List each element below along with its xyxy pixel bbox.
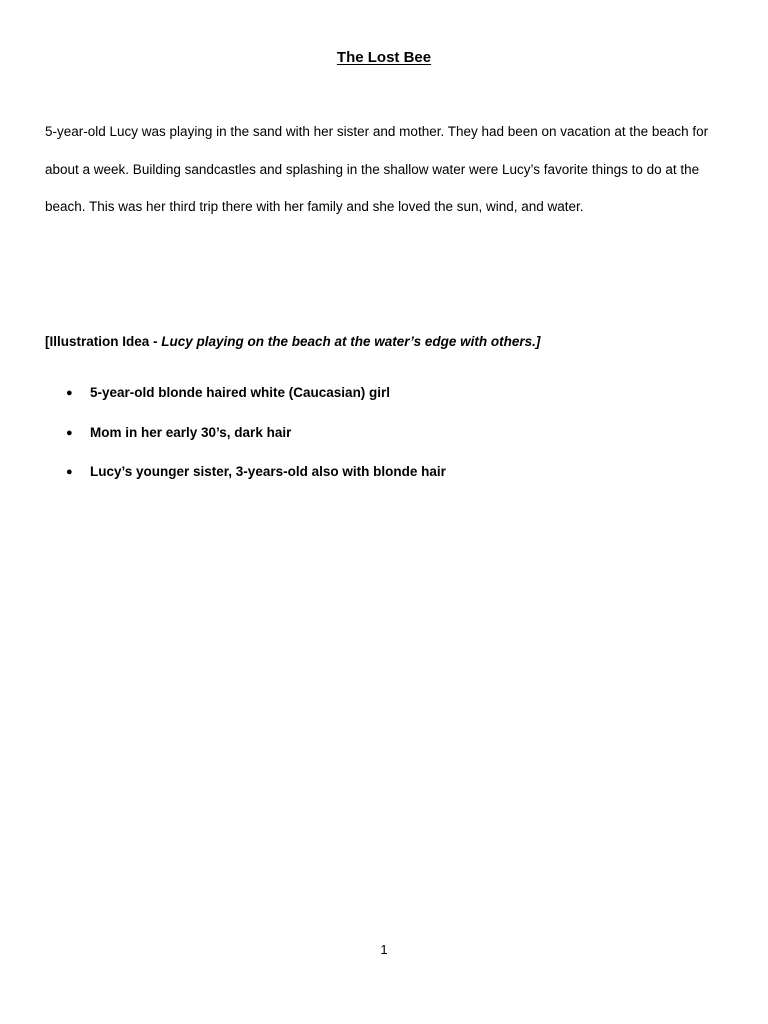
bullet-icon: ● <box>66 466 73 478</box>
page-number: 1 <box>380 942 388 957</box>
document-title: The Lost Bee <box>336 49 432 66</box>
list-item-text: Mom in her early 30’s, dark hair <box>90 424 292 440</box>
list-item-text: 5-year-old blonde haired white (Caucasian) girl <box>90 385 391 400</box>
character-list <box>0 382 768 501</box>
story-paragraph: 5-year-old Lucy was playing in the sand with her sister and mother. They had been on vacation at the beach for about a week. Building sandcastles and splashing in the shallow water were Lucy’s favorite things to do at the beach. This was her third trip there with her family and she loved the sun, wind, and water. <box>45 124 709 214</box>
bullet-icon: ● <box>66 426 73 439</box>
list-item <box>0 461 768 501</box>
list-item <box>0 422 768 462</box>
bullet-icon: ● <box>66 387 73 399</box>
illustration-idea <box>45 334 735 349</box>
list-item-text: Lucy’s younger sister, 3-years-old also with blonde hair <box>90 464 446 479</box>
list-item <box>0 382 768 422</box>
illustration-description: Lucy playing on the beach at the water’s edge with others.] <box>161 334 541 349</box>
illustration-prefix: [Illustration Idea - <box>45 334 162 349</box>
